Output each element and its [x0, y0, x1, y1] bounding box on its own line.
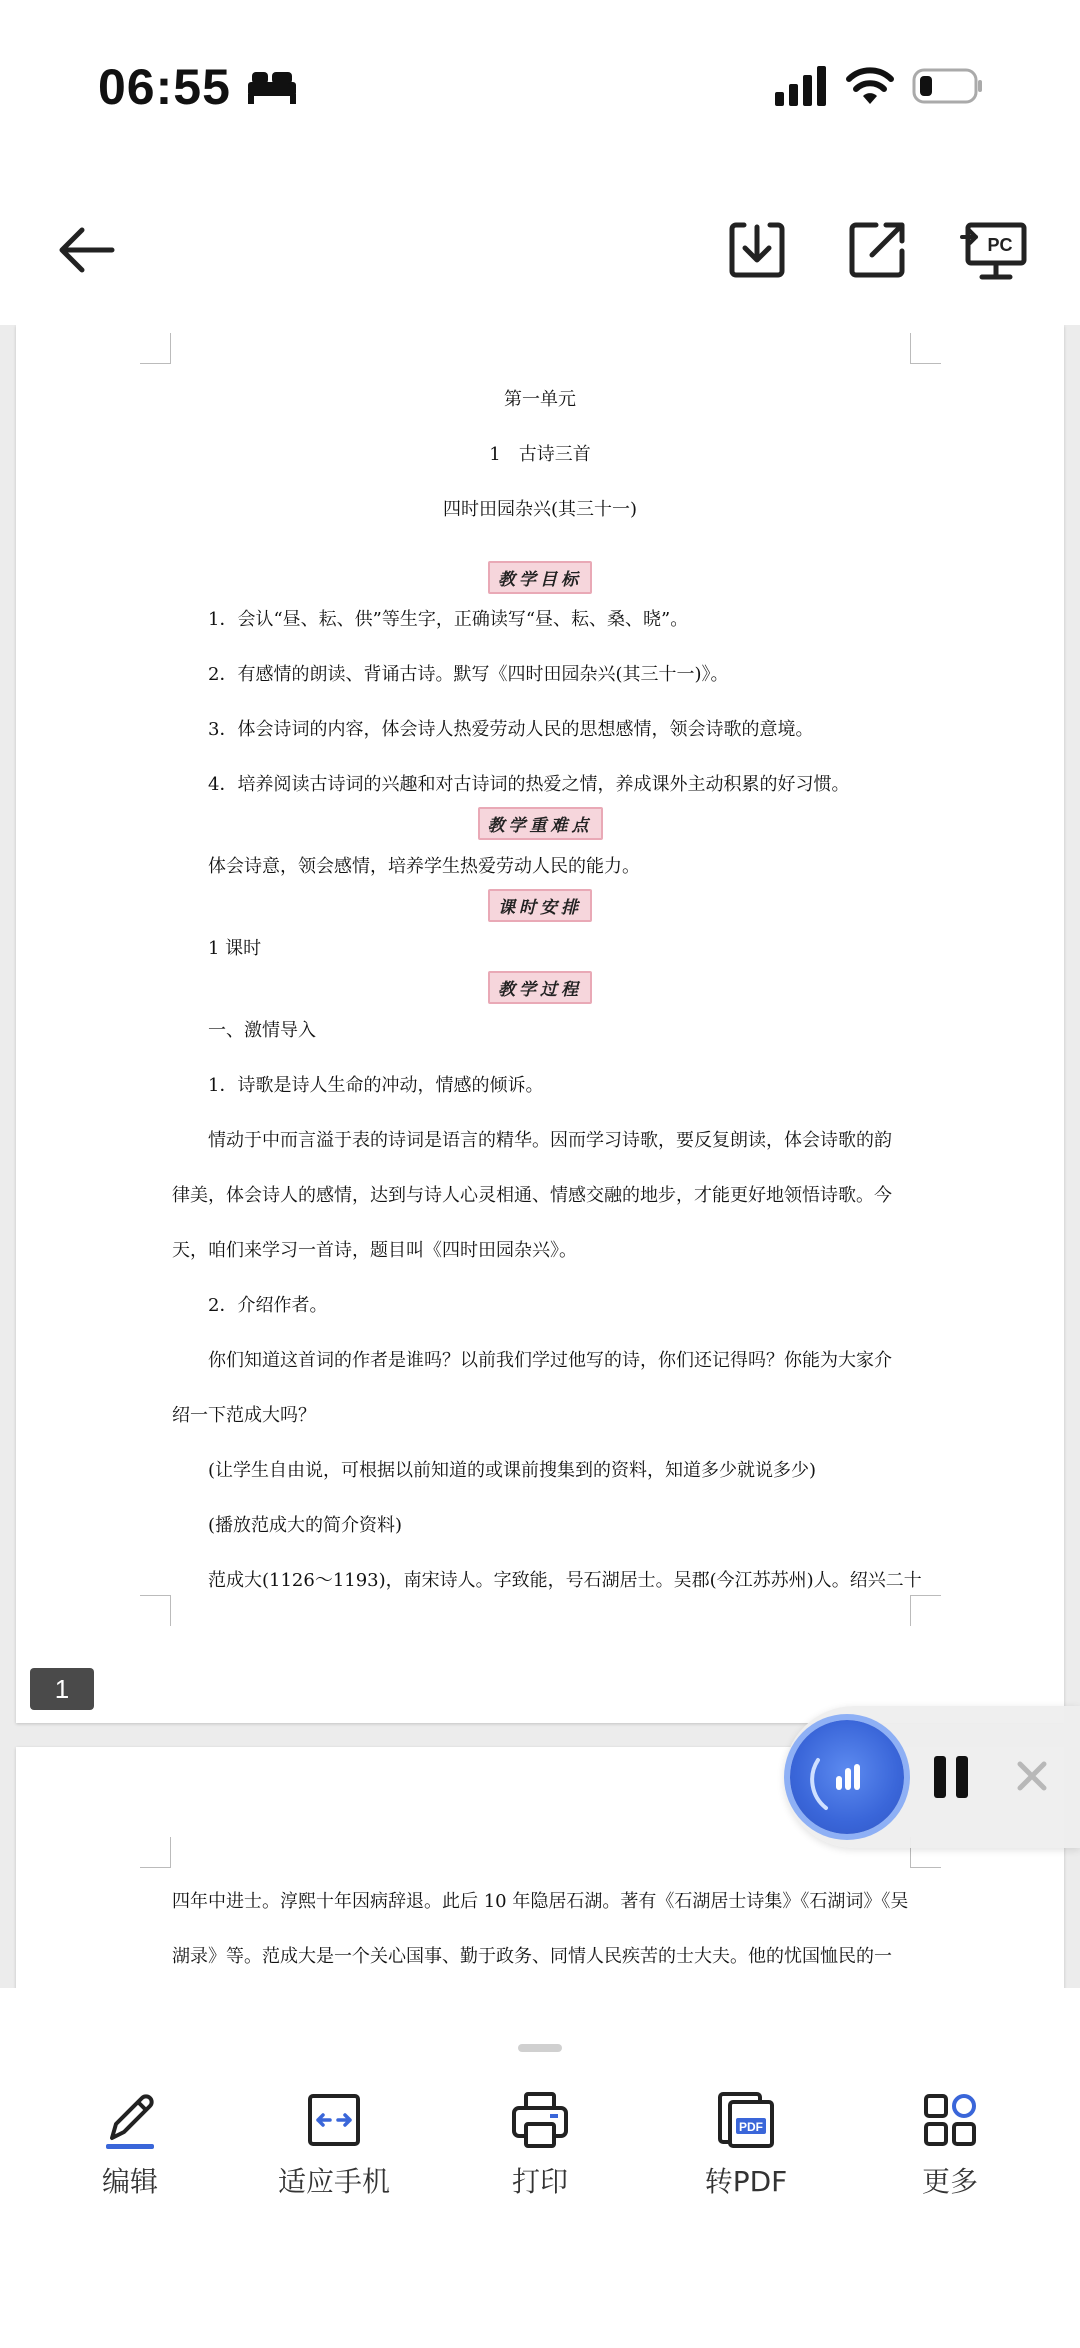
- fit-phone-label: 适应手机: [277, 2165, 390, 2198]
- convert-pdf-button[interactable]: [656, 2088, 836, 2238]
- body-line: 2．介绍作者。: [208, 1295, 328, 1316]
- section-tag-goals: 教学目标: [16, 561, 1064, 594]
- top-toolbar: [0, 175, 1080, 325]
- body-line: (让学生自由说，可根据以前知道的或课前搜集到的资料，知道多少就说多少): [208, 1460, 817, 1481]
- wifi-icon: [846, 64, 894, 106]
- body-line: 律美，体会诗人的感情，达到与诗人心灵相通、情感交融的地步，才能更好地领悟诗歌。今: [172, 1185, 892, 1206]
- crop-mark: [140, 1837, 171, 1868]
- section-tag-process: 教学过程: [16, 971, 1064, 1004]
- body-line: 天，咱们来学习一首诗，题目叫《四时田园杂兴》。: [172, 1240, 577, 1261]
- read-aloud-status-button[interactable]: [790, 1720, 904, 1834]
- pen-icon: [98, 2088, 162, 2152]
- unit-heading: 第一单元: [504, 389, 576, 410]
- body-line: 范成大(1126～1193)，南宋诗人。字致能，号石湖居士。吴郡(今江苏苏州)人。绍兴二十: [208, 1570, 922, 1591]
- sleep-mode-icon: [246, 68, 298, 106]
- convert-pdf-label: 转PDF: [704, 2165, 788, 2198]
- lesson-heading: 1 古诗三首: [489, 444, 591, 465]
- audio-wave-icon: [790, 1720, 904, 1834]
- printer-icon: [508, 2088, 572, 2152]
- pdf-icon: [714, 2088, 778, 2152]
- status-bar: [0, 0, 1080, 175]
- body-line: 四年中进士。淳熙十年因病辞退。此后 10 年隐居石湖。著有《石湖居士诗集》《石湖词》《吴: [172, 1891, 909, 1912]
- crop-mark: [140, 333, 171, 364]
- crop-mark: [140, 1595, 171, 1626]
- print-button[interactable]: [450, 2088, 630, 2238]
- more-button[interactable]: [860, 2088, 1040, 2238]
- body-line: (播放范成大的简介资料): [208, 1515, 403, 1536]
- crop-mark: [910, 1595, 941, 1626]
- share-export-icon[interactable]: [842, 215, 912, 285]
- send-to-pc-icon[interactable]: [960, 215, 1030, 285]
- body-line: 绍一下范成大吗？: [172, 1405, 316, 1426]
- print-label: 打印: [511, 2165, 568, 2198]
- goal-item: 1．会认“昼、耘、供”等生字，正确读写“昼、耘、桑、晓”。: [208, 609, 689, 630]
- section-tag-key-points: 教学重难点: [16, 807, 1064, 840]
- goal-item: 2．有感情的朗读、背诵古诗。默写《四时田园杂兴(其三十一)》。: [208, 664, 729, 685]
- battery-icon: [912, 68, 984, 104]
- download-icon[interactable]: [722, 215, 792, 285]
- key-points-text: 体会诗意，领会感情，培养学生热爱劳动人民的能力。: [208, 856, 640, 877]
- status-time: 06:55: [98, 59, 231, 115]
- body-line: 湖录》等。范成大是一个关心国事、勤于政务、同情人民疾苦的士大夫。他的忧国恤民的一: [172, 1946, 892, 1967]
- page-number-badge: 1: [30, 1668, 94, 1710]
- document-page-1: [16, 325, 1064, 1723]
- body-line: 情动于中而言溢于表的诗词是语言的精华。因而学习诗歌，要反复朗读，体会诗歌的韵: [208, 1130, 892, 1151]
- poem-title: 四时田园杂兴(其三十一): [442, 499, 638, 520]
- pause-icon[interactable]: [924, 1750, 978, 1804]
- body-line: 你们知道这首词的作者是谁吗？以前我们学过他写的诗，你们还记得吗？你能为大家介: [208, 1350, 892, 1371]
- close-icon[interactable]: [1014, 1758, 1050, 1794]
- edit-label: 编辑: [101, 2165, 158, 2198]
- back-arrow-icon[interactable]: [52, 215, 122, 285]
- edit-button[interactable]: [40, 2088, 220, 2238]
- goal-item: 4．培养阅读古诗词的兴趣和对古诗词的热爱之情，养成课外主动积累的好习惯。: [208, 774, 850, 795]
- section-tag-schedule: 课时安排: [16, 889, 1064, 922]
- crop-mark: [910, 333, 941, 364]
- more-label: 更多: [921, 2165, 978, 2198]
- read-aloud-player: [784, 1706, 1080, 1848]
- schedule-text: 1 课时: [208, 938, 262, 959]
- grid-more-icon: [918, 2088, 982, 2152]
- body-line: 一、激情导入: [208, 1020, 316, 1041]
- fit-phone-button[interactable]: [244, 2088, 424, 2238]
- body-line: 1．诗歌是诗人生命的冲动，情感的倾诉。: [208, 1075, 544, 1096]
- bottom-toolbar: [0, 1988, 1080, 2348]
- pc-label: PC: [987, 235, 1013, 255]
- goal-item: 3．体会诗词的内容，体会诗人热爱劳动人民的思想感情，领会诗歌的意境。: [208, 719, 814, 740]
- fit-screen-icon: [302, 2088, 366, 2152]
- drag-handle[interactable]: [518, 2044, 562, 2052]
- svg-text:PDF: PDF: [739, 2120, 763, 2134]
- cellular-signal-icon: [775, 66, 829, 106]
